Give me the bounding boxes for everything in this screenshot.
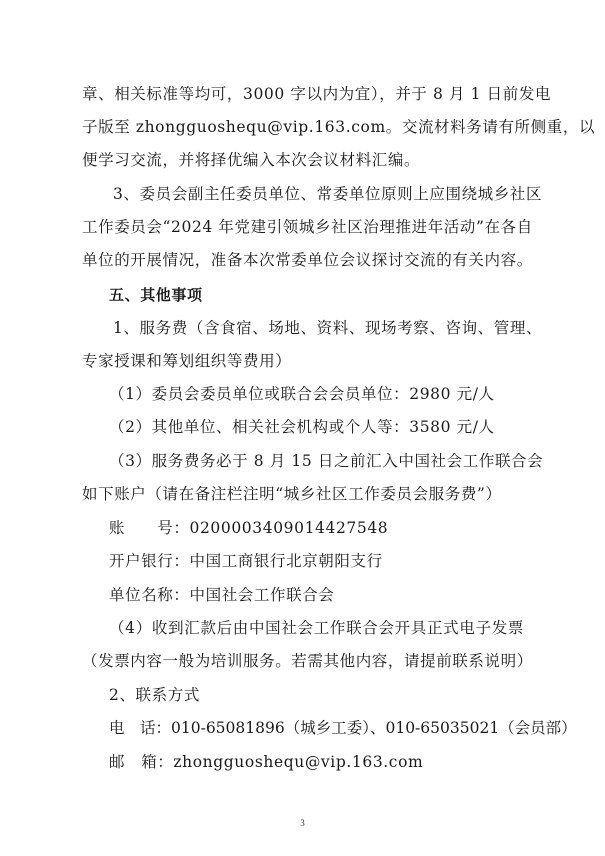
page-number: 3 [300,818,305,828]
paragraph-line: （4）收到汇款后由中国社会工作联合会开具正式电子发票 [109,619,524,637]
paragraph-line: 章、相关标准等均可，3000 字以内为宜），并于 8 月 1 日前发电 [82,85,552,103]
paragraph-line: 单位的开展情况，准备本次常委单位会议探讨交流的有关内容。 [82,251,533,269]
paragraph-line: 工作委员会“2024 年党建引领城乡社区治理推进年活动”在各自 [82,218,533,236]
paragraph-line: 3、委员会副主任委员单位、常委单位原则上应围绕城乡社区 [113,185,543,203]
subsection-heading: 2、联系方式 [109,686,200,704]
fee-item: （1）委员会委员单位或联合会会员单位：2980 元/人 [109,385,495,403]
paragraph-line: 专家授课和筹划组织等费用） [82,352,292,370]
paragraph-line: 子版至 zhongguoshequ@vip.163.com。交流材料务请有所侧重，以 [82,118,596,136]
paragraph-line: 1、服务费（含食宿、场地、资料、现场考察、咨询、管理、 [113,319,543,337]
section-heading: 五、其他事项 [109,286,203,304]
contact-phone: 电 话：010-65081896（城乡工委）、010-65035021（会员部） [109,719,577,737]
paragraph-line: （发票内容一般为培训服务。若需其他内容，请提前联系说明） [82,652,533,670]
fee-item: （3）服务费务必于 8 月 15 日之前汇入中国社会工作联合会 [109,452,544,470]
fee-item: （2）其他单位、相关社会机构或个人等：3580 元/人 [109,418,495,436]
account-number: 账 号：0200003409014427548 [109,519,389,537]
bank-name: 开户银行：中国工商银行北京朝阳支行 [109,552,383,570]
paragraph-line: 便学习交流，并将择优编入本次会议材料汇编。 [82,151,421,169]
paragraph-line: 如下账户（请在备注栏注明“城乡社区工作委员会服务费”） [82,485,502,503]
account-holder: 单位名称：中国社会工作联合会 [109,586,335,604]
contact-email: 邮 箱：zhongguoshequ@vip.163.com [109,753,424,771]
